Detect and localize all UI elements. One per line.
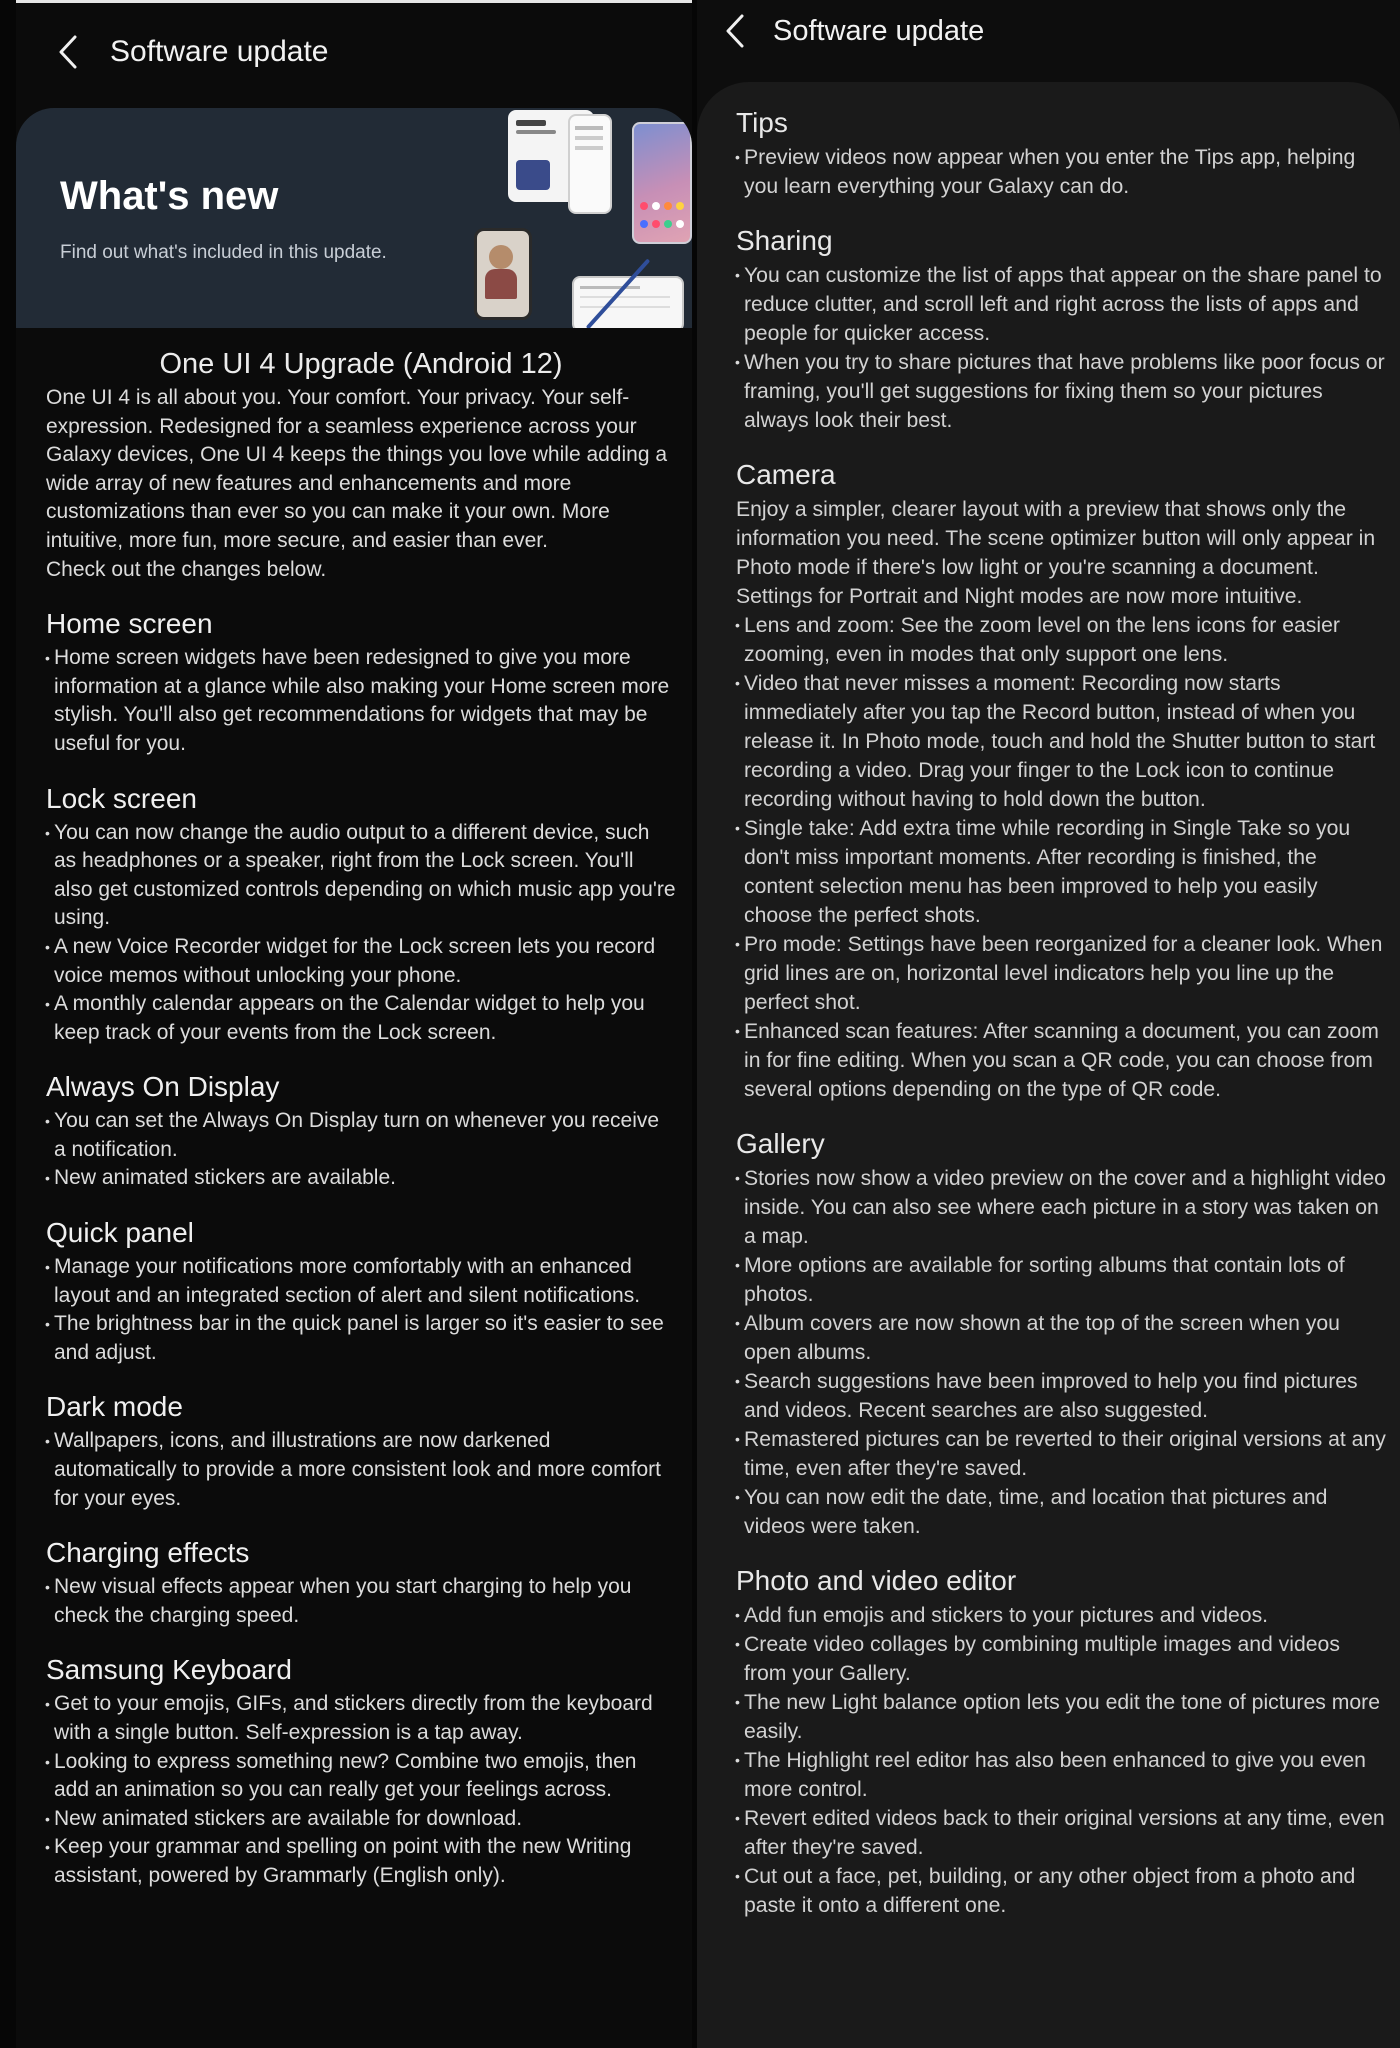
- section-samsung-keyboard: [46, 1652, 676, 1890]
- bullet-item: • Single take: Add extra time while recording in Single Take so you don't miss important moments. After recording is finished, the content selection menu has been improved to help you easily choose the perfect shots.: [736, 814, 1386, 930]
- app-bar: [697, 0, 1400, 62]
- page-title: Software update: [110, 35, 329, 68]
- section-camera: [736, 457, 1386, 1104]
- chevron-left-icon: [724, 13, 746, 49]
- bullet-item: • New animated stickers are available.: [46, 1164, 676, 1193]
- section-title: Charging effects: [46, 1537, 250, 1569]
- release-notes: [736, 105, 1386, 1920]
- phone-illustration: [568, 114, 612, 214]
- intro-paragraph: One UI 4 is all about you. Your comfort. Your privacy. Your self-expression. Redesigned for a seamless experience across your Galaxy devices, One UI 4 keeps the things you love while adding a wide array of new features and enhancements and more customizations than ever so you can make it your own. More intuitive, more fun, more secure, and easier than ever.: [46, 386, 668, 552]
- section-title: Gallery: [736, 1128, 825, 1159]
- bullet-item: • Search suggestions have been improved to help you find pictures and videos. Recent searches are also suggested.: [736, 1367, 1386, 1425]
- bullet-item: • A monthly calendar appears on the Calendar widget to help you keep track of your events from the Lock screen.: [46, 990, 676, 1047]
- bullet-item: • Looking to express something new? Combine two emojis, then add an animation so you can really get your feelings across.: [46, 1748, 676, 1805]
- app-bar: [16, 3, 692, 101]
- bullet-item: • Remastered pictures can be reverted to their original versions at any time, even after they're saved.: [736, 1425, 1386, 1483]
- section-always-on-display: [46, 1069, 676, 1193]
- section-title: Tips: [736, 107, 788, 138]
- bullet-item: • Enhanced scan features: After scanning a document, you can zoom in for fine editing. When you scan a QR code, you can choose from several options depending on the type of QR code.: [736, 1017, 1386, 1104]
- bullet-item: • You can now change the audio output to a different device, such as headphones or a speaker, right from the Lock screen. You'll also get customized controls depending on which music app you're using.: [46, 819, 676, 933]
- bullet-item: • New animated stickers are available for download.: [46, 1805, 676, 1834]
- bullet-item: • Home screen widgets have been redesigned to give you more information at a glance while also making your Home screen more stylish. You'll also get recommendations for widgets that may be useful for you.: [46, 644, 676, 758]
- section-title: Dark mode: [46, 1391, 183, 1423]
- section-intro: Enjoy a simpler, clearer layout with a preview that shows only the information you need. The scene optimizer button will only appear in Photo mode if there's low light or you're scanning a document. Settings for Portrait and Night modes are now more intuitive.: [736, 498, 1376, 608]
- bullet-item: • Keep your grammar and spelling on point with the new Writing assistant, powered by Grammarly (English only).: [46, 1833, 676, 1890]
- right-phone-screen: [697, 0, 1400, 2048]
- section-title: Lock screen: [46, 782, 197, 814]
- release-notes: [46, 346, 676, 1891]
- update-title: One UI 4 Upgrade (Android 12): [159, 348, 563, 380]
- phone-home-illustration: [632, 122, 692, 244]
- left-phone-screen: [16, 0, 692, 2048]
- bullet-item: • The new Light balance option lets you edit the tone of pictures more easily.: [736, 1688, 1386, 1746]
- section-charging-effects: [46, 1535, 676, 1630]
- section-title: Camera: [736, 459, 836, 490]
- bullet-item: • Get to your emojis, GIFs, and stickers directly from the keyboard with a single button. Self-expression is a tap away.: [46, 1690, 676, 1747]
- bullet-item: • Video that never misses a moment: Recording now starts immediately after you tap the Record button, instead of when you release it. In Photo mode, touch and hold the Shutter button to start recording a video. Drag your finger to the Lock icon to continue recording without having to hold down the button.: [736, 669, 1386, 814]
- chevron-left-icon: [57, 34, 79, 70]
- bullet-item: • Create video collages by combining multiple images and videos from your Gallery.: [736, 1630, 1386, 1688]
- bullet-item: • When you try to share pictures that have problems like poor focus or framing, you'll get suggestions for fixing them so your pictures always look their best.: [736, 348, 1386, 435]
- bullet-item: • You can customize the list of apps that appear on the share panel to reduce clutter, and scroll left and right across the lists of apps and people for quicker access.: [736, 261, 1386, 348]
- flip-phone-illustration: [474, 228, 532, 320]
- section-title: Home screen: [46, 608, 213, 640]
- back-button[interactable]: [705, 1, 765, 61]
- section-lock-screen: [46, 781, 676, 1048]
- section-tips: [736, 105, 1386, 201]
- bullet-item: • Cut out a face, pet, building, or any other object from a photo and paste it onto a different one.: [736, 1862, 1386, 1920]
- intro-paragraph: Check out the changes below.: [46, 557, 327, 581]
- bullet-item: • Manage your notifications more comfortably with an enhanced layout and an integrated section of alert and silent notifications.: [46, 1253, 676, 1310]
- section-photo-and-video-editor: [736, 1563, 1386, 1920]
- section-quick-panel: [46, 1215, 676, 1367]
- bullet-item: • Preview videos now appear when you enter the Tips app, helping you learn everything your Galaxy can do.: [736, 143, 1386, 201]
- bullet-item: • The Highlight reel editor has also been enhanced to give you even more control.: [736, 1746, 1386, 1804]
- bullet-item: • Stories now show a video preview on the cover and a highlight video inside. You can also see where each picture in a story was taken on a map.: [736, 1164, 1386, 1251]
- banner-title: What's new: [60, 174, 279, 218]
- bullet-item: • Lens and zoom: See the zoom level on the lens icons for easier zooming, even in modes that only support one lens.: [736, 611, 1386, 669]
- bullet-item: • Album covers are now shown at the top of the screen when you open albums.: [736, 1309, 1386, 1367]
- section-title: Always On Display: [46, 1071, 280, 1103]
- banner-subtitle: Find out what's included in this update.: [60, 242, 387, 263]
- page-title: Software update: [773, 14, 985, 47]
- section-title: Samsung Keyboard: [46, 1654, 292, 1686]
- section-title: Photo and video editor: [736, 1565, 1017, 1596]
- section-title: Sharing: [736, 225, 833, 256]
- bullet-item: • The brightness bar in the quick panel is larger so it's easier to see and adjust.: [46, 1310, 676, 1367]
- bullet-item: • Wallpapers, icons, and illustrations are now darkened automatically to provide a more consistent look and more comfort for your eyes.: [46, 1427, 676, 1513]
- bullet-item: • Revert edited videos back to their original versions at any time, even after they're saved.: [736, 1804, 1386, 1862]
- section-sharing: [736, 223, 1386, 435]
- bullet-item: • You can set the Always On Display turn on whenever you receive a notification.: [46, 1107, 676, 1164]
- bullet-item: • You can now edit the date, time, and location that pictures and videos were taken.: [736, 1483, 1386, 1541]
- bullet-item: • New visual effects appear when you start charging to help you check the charging speed.: [46, 1573, 676, 1630]
- bullet-item: • Add fun emojis and stickers to your pictures and videos.: [736, 1601, 1386, 1630]
- section-title: Quick panel: [46, 1217, 194, 1249]
- bullet-item: • Pro mode: Settings have been reorganized for a cleaner look. When grid lines are on, horizontal level indicators help you line up the perfect shot.: [736, 930, 1386, 1017]
- whats-new-banner: [16, 108, 692, 328]
- section-dark-mode: [46, 1389, 676, 1513]
- section-gallery: [736, 1126, 1386, 1541]
- bullet-item: • More options are available for sorting albums that contain lots of photos.: [736, 1251, 1386, 1309]
- bullet-item: • A new Voice Recorder widget for the Lock screen lets you record voice memos without unlocking your phone.: [46, 933, 676, 990]
- section-home-screen: [46, 606, 676, 758]
- back-button[interactable]: [38, 22, 98, 82]
